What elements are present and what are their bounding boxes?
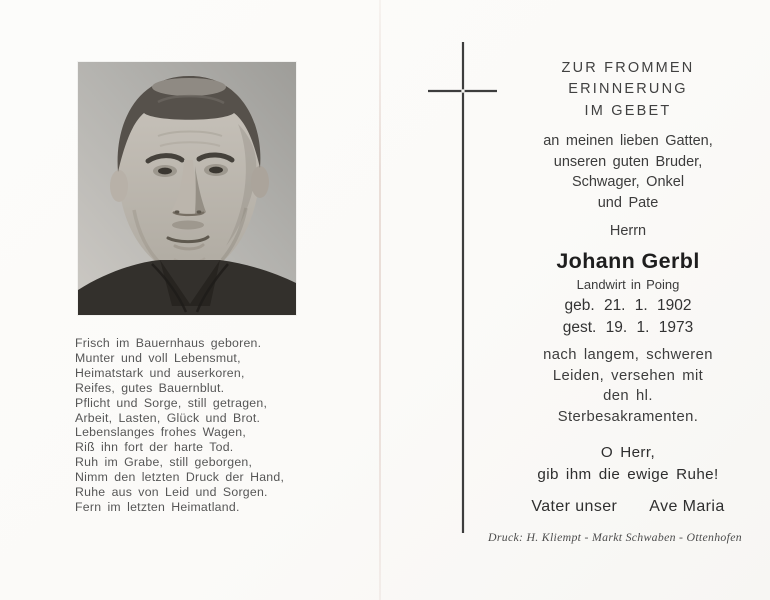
printer-imprint: Druck: H. Kliempt - Markt Schwaben - Ottenhofen bbox=[488, 530, 742, 544]
poem-line: Munter und voll Lebensmut, bbox=[75, 350, 241, 365]
poem-line: Nimm den letzten Druck der Hand, bbox=[75, 470, 285, 485]
memorial-poem bbox=[75, 336, 325, 515]
poem-line: Frisch im Bauernhaus geboren. bbox=[75, 336, 262, 350]
deceased-name: Johann Gerbl bbox=[556, 249, 700, 273]
poem-line: Riß ihn fort der harte Tod. bbox=[75, 440, 234, 455]
poem-line: Pflicht und Sorge, still getragen, bbox=[75, 395, 268, 410]
prayer-vater-unser: Vater unser bbox=[531, 498, 618, 515]
circumstance-line: Leiden, versehen mit bbox=[552, 367, 704, 384]
invocation bbox=[481, 442, 770, 485]
circumstance-text bbox=[481, 345, 770, 428]
poem-line: Lebenslanges frohes Wagen, bbox=[75, 425, 247, 440]
dedication-line: unseren guten Bruder, bbox=[553, 153, 703, 170]
header-line: ERINNERUNG bbox=[568, 81, 688, 98]
death-date: gest. 19. 1. 1973 bbox=[562, 318, 694, 336]
circumstance-line: Sterbesakramenten. bbox=[557, 409, 699, 426]
dedication-line: an meinen lieben Gatten, bbox=[543, 133, 713, 149]
poem-line: Reifes, gutes Bauernblut. bbox=[75, 380, 225, 395]
header-line: IM GEBET bbox=[584, 102, 672, 119]
salutation: Herrn bbox=[609, 223, 647, 239]
poem-line: Ruhe aus von Leid und Sorgen. bbox=[75, 485, 268, 500]
poem-line: Arbeit, Lasten, Glück und Brot. bbox=[75, 410, 261, 425]
header-line: ZUR FROMMEN bbox=[561, 60, 695, 76]
birth-date: geb. 21. 1. 1902 bbox=[564, 297, 692, 314]
poem-line: Ruh im Grabe, still geborgen, bbox=[75, 455, 253, 470]
portrait-photo bbox=[78, 62, 296, 315]
card-fold-line bbox=[379, 0, 381, 600]
life-dates bbox=[481, 295, 770, 338]
invocation-line: O Herr, bbox=[600, 444, 656, 461]
prayer-row bbox=[481, 498, 770, 516]
dedication-line: und Pate bbox=[597, 195, 659, 212]
invocation-line: gib ihm die ewige Ruhe! bbox=[537, 465, 719, 483]
dedication bbox=[481, 131, 770, 214]
memorial-header bbox=[481, 58, 770, 122]
dedication-line: Schwager, Onkel bbox=[571, 174, 685, 191]
occupation-line: Landwirt in Poing bbox=[576, 277, 680, 292]
circumstance-line: nach langem, schweren bbox=[543, 347, 713, 363]
prayer-ave-maria: Ave Maria bbox=[649, 498, 725, 515]
poem-line: Fern im letzten Heimatland. bbox=[75, 499, 240, 514]
poem-line: Heimatstark und auserkoren, bbox=[75, 365, 245, 380]
circumstance-line: den hl. bbox=[603, 388, 653, 405]
portrait-illustration bbox=[78, 62, 296, 315]
